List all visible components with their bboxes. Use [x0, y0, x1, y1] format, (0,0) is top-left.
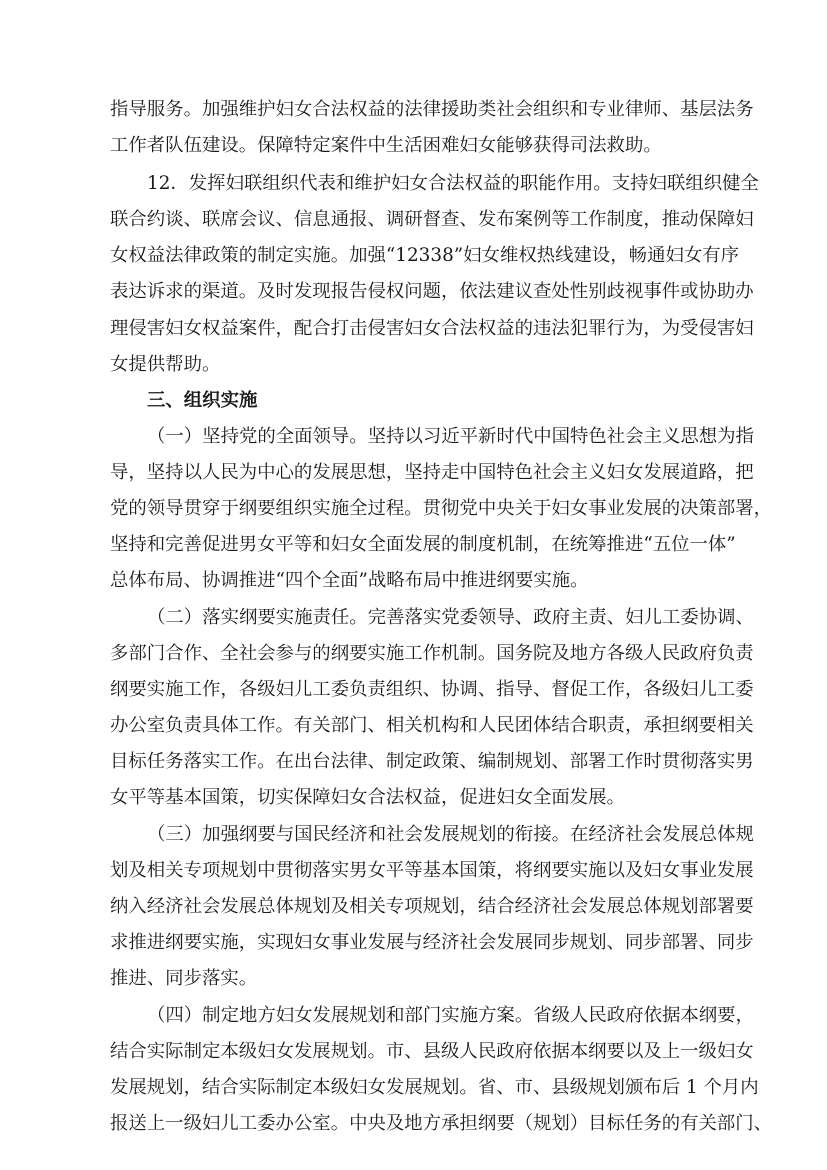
item-heading: （一）坚持党的全面领导。 — [147, 426, 368, 447]
text-line: 联合约谈、联席会议、信息通报、调研督查、发布案例等工作制度，推动保障妇 — [110, 209, 754, 230]
item-text: 完善落实党委领导、政府主责、妇儿工委协调、 — [367, 607, 754, 628]
text-line: 目标任务落实工作。在出台法律、制定政策、编制规划、部署工作时贯彻落实男 — [110, 751, 754, 772]
text-line: 发展规划，结合实际制定本级妇女发展规划。省、市、县级规划颁布后 1 个月内 — [110, 1077, 759, 1098]
item-first-line — [147, 823, 754, 847]
text-line: 推进、同步落实。 — [110, 968, 258, 989]
item-text: 在经济社会发展总体规 — [570, 824, 754, 845]
text-line: 纳入经济社会发展总体规划及相关专项规划，结合经济社会发展总体规划部署要 — [110, 896, 754, 917]
text-line: 党的领导贯穿于纲要组织实施全过程。贯彻党中央关于妇女事业发展的决策部署， — [110, 498, 773, 519]
item-first-line — [147, 606, 754, 630]
text-line: 表达诉求的渠道。及时发现报告侵权问题，依法建议查处性别歧视事件或协助办 — [110, 281, 754, 302]
text-line: 理侵害妇女权益案件，配合打击侵害妇女合法权益的违法犯罪行为，为受侵害妇 — [110, 318, 754, 339]
item-heading: （四）制定地方妇女发展规划和部门实施方案。 — [147, 1005, 534, 1026]
text-line: 指导服务。加强维护妇女合法权益的法律援助类社会组织和专业律师、基层法务 — [110, 99, 754, 120]
text-line: 工作者队伍建设。保障特定案件中生活困难妇女能够获得司法救助。 — [110, 135, 662, 156]
text-line: 报送上一级妇儿工委办公室。中央及地方承担纲要（规划）目标任务的有关部门、 — [110, 1113, 773, 1134]
text-line: 划及相关专项规划中贯彻落实男女平等基本国策，将纲要实施以及妇女事业发展 — [110, 860, 754, 881]
text-line: 女权益法律政策的制定实施。加强“12338”妇女维权热线建设，畅通妇女有序 — [110, 245, 740, 266]
section-heading: 三、组织实施 — [147, 390, 258, 411]
item-text: 坚持以习近平新时代中国特色社会主义思想为指 — [367, 426, 754, 447]
item-first-line — [147, 1004, 754, 1028]
text-line: 纲要实施工作，各级妇儿工委负责组织、协调、指导、督促工作，各级妇儿工委 — [110, 679, 754, 700]
text-line: 求推进纲要实施，实现妇女事业发展与经济社会发展同步规划、同步部署、同步 — [110, 932, 754, 953]
item-text: 省级人民政府依据本纲要， — [533, 1005, 754, 1026]
text-line: 结合实际制定本级妇女发展规划。市、县级人民政府依据本纲要以及上一级妇女 — [110, 1041, 754, 1062]
text-line: 12．发挥妇联组织代表和维护妇女合法权益的职能作用。支持妇联组织健全 — [147, 173, 759, 194]
text-line: 办公室负责具体工作。有关部门、相关机构和人民团体结合职责，承担纲要相关 — [110, 715, 754, 736]
text-line: 多部门合作、全社会参与的纲要实施工作机制。国务院及地方各级人民政府负责 — [110, 643, 754, 664]
text-line: 女平等基本国策，切实保障妇女合法权益，促进妇女全面发展。 — [110, 787, 625, 808]
item-heading: （三）加强纲要与国民经济和社会发展规划的衔接。 — [147, 824, 570, 845]
text-line: 导，坚持以人民为中心的发展思想，坚持走中国特色社会主义妇女发展道路，把 — [110, 462, 754, 483]
item-first-line — [147, 425, 754, 449]
text-line: 总体布局、协调推进“四个全面”战略布局中推进纲要实施。 — [110, 570, 589, 591]
text-line: 坚持和完善促进男女平等和妇女全面发展的制度机制，在统筹推进“五位一体” — [110, 534, 736, 555]
text-line: 女提供帮助。 — [110, 354, 221, 375]
item-heading: （二）落实纲要实施责任。 — [147, 607, 368, 628]
